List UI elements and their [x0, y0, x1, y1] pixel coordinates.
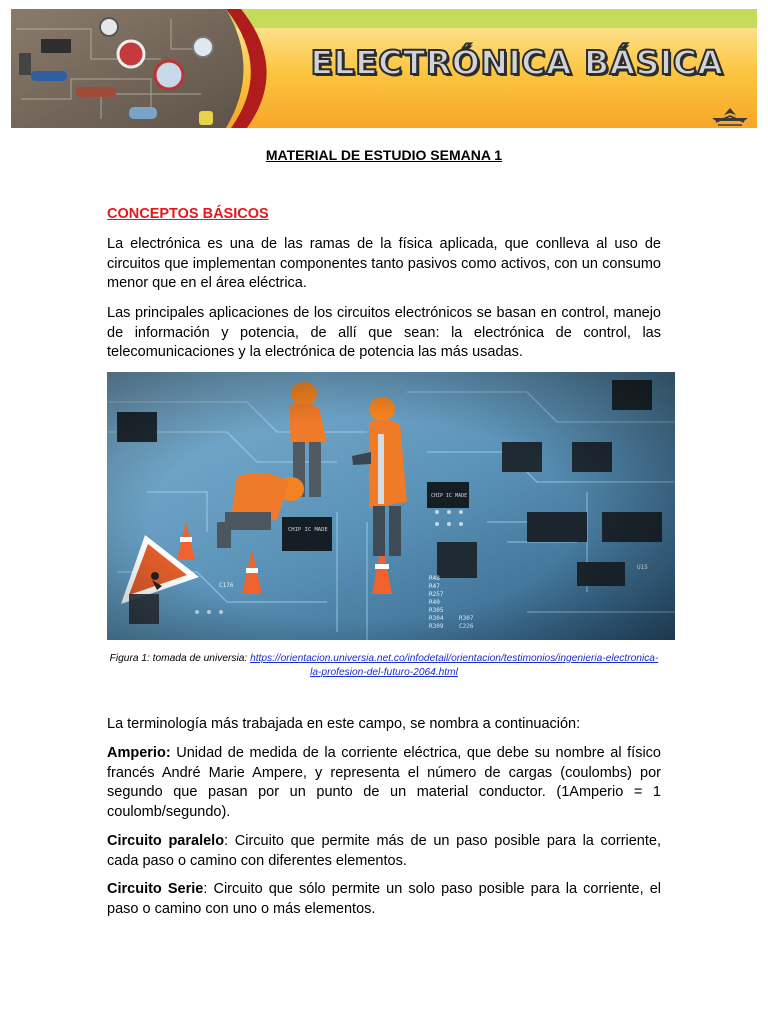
circuit-board-photo	[11, 9, 276, 128]
caption-prefix: Figura 1: tomada de universia:	[109, 653, 251, 664]
caption-source-link[interactable]: https://orientacion.universia.net.co/infodetail/orientacion/testimonios/ingenieria-electronica-la-profesion-del-futuro-2064.html	[250, 653, 659, 678]
figure-circuit-workers-image	[107, 372, 675, 640]
document-title: MATERIAL DE ESTUDIO SEMANA 1	[265, 147, 503, 163]
term-definition: : Circuito que permite más de un paso posible para la corriente, cada paso o camino con diferentes elementos.	[107, 833, 661, 869]
term-label: Amperio:	[107, 745, 171, 761]
paragraph-applications: Las principales aplicaciones de los circuitos electrónicos se basan en control, manejo de información y potencia, de allí que sean: la electrónica de control, las telecomunicaciones y la electrónica de potencia las más usadas.	[107, 305, 661, 361]
header-banner	[11, 9, 757, 128]
term-definition: : Circuito que sólo permite un solo paso posible para la corriente, el paso o camino con uno o más elementos.	[107, 881, 662, 917]
term-label: Circuito Serie	[107, 881, 204, 897]
term-label: Circuito paralelo	[107, 833, 225, 849]
paragraph-intro: La electrónica es una de las ramas de la física aplicada, que conlleva al uso de circuitos que implementan componentes tanto pasivos como activos, con un consumo menor que en el área eléctrica.	[107, 236, 661, 292]
paragraph-terminology-intro: La terminología más trabajada en este campo, se nombra a continuación:	[107, 716, 581, 732]
definition-circuito-serie	[107, 880, 661, 919]
definition-circuito-paralelo	[107, 832, 661, 871]
figure-caption	[107, 652, 661, 680]
sena-logo-icon	[708, 107, 752, 127]
section-heading: CONCEPTOS BÁSICOS	[107, 206, 269, 222]
term-definition: Unidad de medida de la corriente eléctrica, que debe su nombre al físico francés André Marie Ampere, y representa el número de cargas (coulombs) por segundo que pasan por un punto de un material conductor. (1Amperio = 1 coulomb/segundo).	[107, 745, 661, 820]
definition-amperio	[107, 744, 661, 822]
banner-title: ELECTRÓNICA BÁSICA	[310, 43, 724, 82]
